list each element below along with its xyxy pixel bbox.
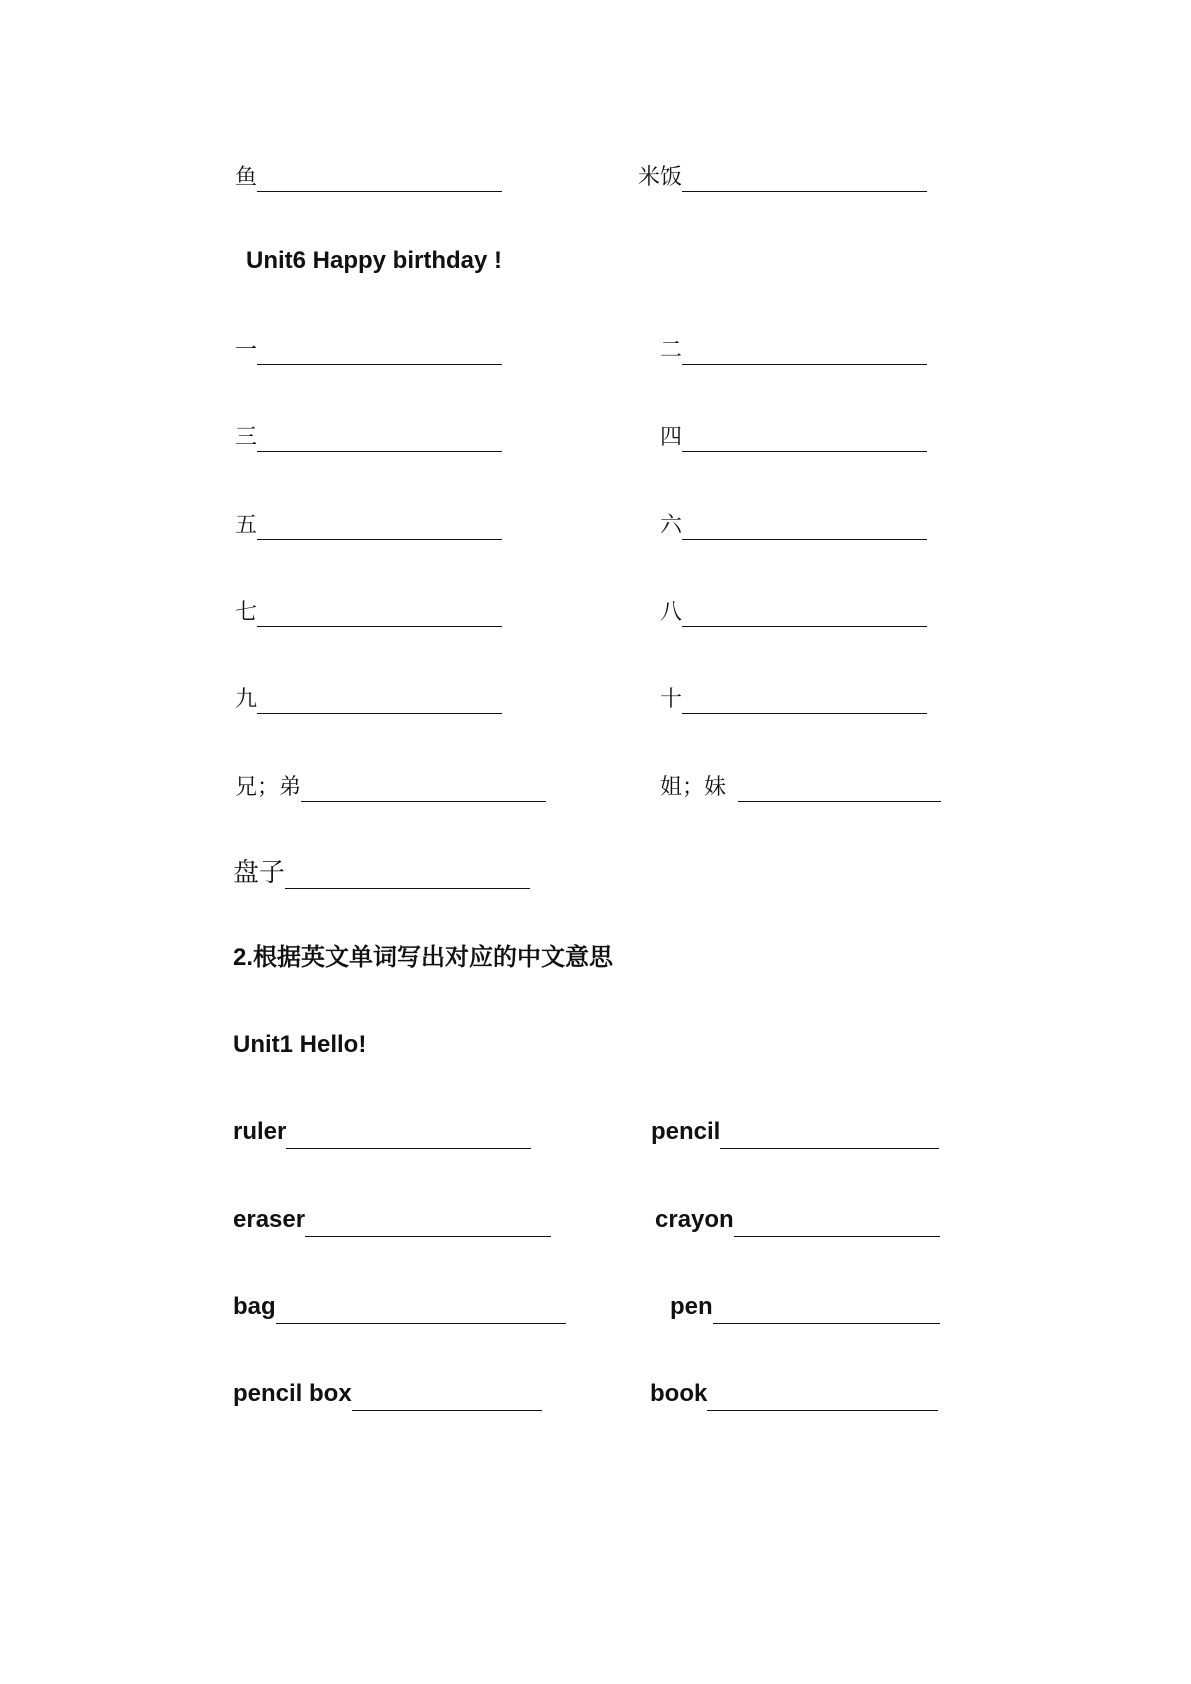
- word-label: 九: [235, 686, 258, 711]
- fill-blank-item: [660, 774, 941, 800]
- answer-blank: [305, 1236, 551, 1237]
- fill-blank-item: [235, 774, 546, 800]
- word-label: 七: [235, 599, 258, 624]
- word-label: 四: [660, 424, 683, 449]
- unit-title: Unit1 Hello!: [233, 1031, 367, 1058]
- fill-blank-item: [235, 424, 502, 450]
- word-label: eraser: [233, 1206, 306, 1233]
- word-label: 兄；弟: [235, 774, 302, 799]
- word-label: pen: [670, 1293, 713, 1320]
- fill-blank-item: [660, 337, 927, 363]
- word-label: crayon: [655, 1206, 734, 1233]
- fill-blank-item: [670, 1292, 940, 1322]
- word-label: 六: [660, 512, 683, 537]
- fill-blank-item: [235, 686, 502, 712]
- word-label: 姐；妹: [660, 774, 727, 799]
- answer-blank: [707, 1410, 938, 1411]
- answer-blank: [352, 1410, 542, 1411]
- word-label: 鱼: [235, 164, 258, 189]
- fill-blank-item: [233, 1379, 542, 1409]
- fill-blank-item: [655, 1205, 940, 1235]
- fill-blank-item: [235, 164, 502, 190]
- answer-blank: [720, 1148, 939, 1149]
- fill-blank-item: [650, 1379, 938, 1409]
- fill-blank-item: [233, 1292, 566, 1322]
- fill-blank-item: [233, 1117, 531, 1147]
- answer-blank: [682, 451, 927, 452]
- unit-title: Unit6 Happy birthday !: [246, 247, 503, 274]
- answer-blank: [738, 801, 941, 802]
- fill-blank-item: [235, 337, 502, 363]
- fill-blank-item: [233, 857, 530, 887]
- fill-blank-item: [233, 1205, 551, 1235]
- word-label: book: [650, 1380, 708, 1407]
- fill-blank-item: [235, 512, 502, 538]
- answer-blank: [286, 1148, 531, 1149]
- answer-blank: [682, 191, 927, 192]
- answer-blank: [257, 626, 502, 627]
- word-label: 米饭: [638, 164, 683, 189]
- word-label: bag: [233, 1293, 276, 1320]
- fill-blank-item: [660, 512, 927, 538]
- answer-blank: [682, 539, 927, 540]
- word-label: 十: [660, 686, 683, 711]
- word-label: 八: [660, 599, 683, 624]
- section-heading: 2.根据英文单词写出对应的中文意思: [233, 944, 614, 971]
- answer-blank: [682, 713, 927, 714]
- word-label: 一: [235, 337, 258, 362]
- word-label: ruler: [233, 1118, 287, 1145]
- answer-blank: [682, 626, 927, 627]
- fill-blank-item: [660, 424, 927, 450]
- fill-blank-item: [651, 1117, 939, 1147]
- answer-blank: [257, 191, 502, 192]
- fill-blank-item: [660, 599, 927, 625]
- answer-blank: [682, 364, 927, 365]
- fill-blank-item: [660, 686, 927, 712]
- answer-blank: [257, 713, 502, 714]
- answer-blank: [301, 801, 546, 802]
- word-label: 三: [235, 424, 258, 449]
- answer-blank: [713, 1323, 940, 1324]
- word-label: 五: [235, 512, 258, 537]
- fill-blank-item: [638, 164, 927, 190]
- answer-blank: [257, 364, 502, 365]
- answer-blank: [257, 539, 502, 540]
- answer-blank: [285, 888, 530, 889]
- word-label: pencil box: [233, 1380, 352, 1407]
- answer-blank: [257, 451, 502, 452]
- answer-blank: [734, 1236, 940, 1237]
- word-label: 二: [660, 337, 683, 362]
- fill-blank-item: [235, 599, 502, 625]
- answer-blank: [276, 1323, 566, 1324]
- word-label: pencil: [651, 1118, 721, 1145]
- word-label: 盘子: [233, 857, 286, 887]
